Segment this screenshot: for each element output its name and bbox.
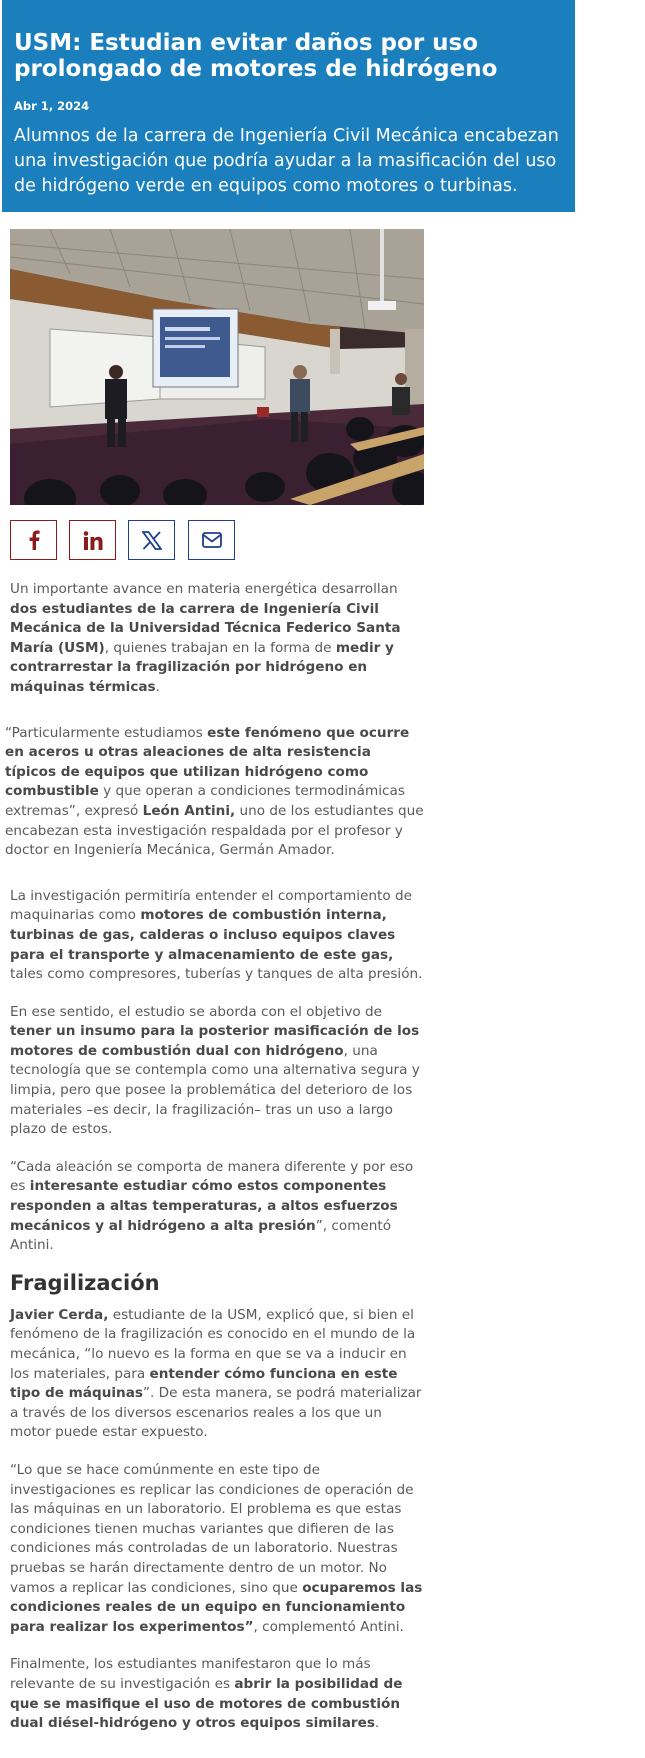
text-span: Finalmente, los estudiantes manifestaron que lo más relevante de su investigación es <box>10 1656 371 1692</box>
bold-span: ocuparemos las condiciones reales de un equipo en funcionamiento para realizar los experimentos” <box>10 1579 423 1635</box>
paragraph-cerda <box>10 1306 425 1443</box>
text-span: ”, comentó Antini. <box>10 1217 392 1254</box>
text-span: , complementó Antini. <box>253 1618 404 1635</box>
author-name: Javier Cerda, <box>10 1306 109 1323</box>
text-span: La investigación permitiría entender el comportamiento de maquinarias como <box>10 887 412 924</box>
bold-span: este fenómeno que ocurre en aceros u otras aleaciones de alta resistencia típicos de equipos que utilizan hidrógeno como combustible <box>5 724 410 800</box>
section-heading: Fragilización <box>10 1270 160 1295</box>
publish-date: Abr 1, 2024 <box>14 99 90 113</box>
author-name: León Antini, <box>142 802 236 819</box>
x-icon <box>142 531 162 550</box>
bold-span: dos estudiantes de la carrera de Ingeniería Civil Mecánica de la Universidad Técnica Federico Santa María (USM) <box>10 600 401 656</box>
paragraph-conclusion <box>10 1655 425 1733</box>
paragraph-quote-antini <box>5 724 425 861</box>
bold-span: motores de combustión interna, turbinas de gas, calderas o incluso equipos claves para el transporte y almacenamiento de este gas, <box>10 907 396 963</box>
article-photo <box>10 229 424 505</box>
article-header <box>2 0 575 212</box>
text-span: ”. De esta manera, se podrá materializar a través de los diversos escenarios reales a los que un motor puede estar expuesto. <box>10 1385 422 1441</box>
bold-span: tener un insumo para la posterior masificación de los motores de combustión dual con hidrógeno <box>10 1023 420 1059</box>
article-title: USM: Estudian evitar daños por uso prolongado de motores de hidrógeno <box>14 30 498 82</box>
text-span: , una tecnología que se contempla como una alternativa segura y limpia, pero que posee la problemática del deterioro de los materiales –es decir, la fragilización– tras un uso a largo plazo de estos. <box>10 1042 420 1138</box>
paragraph-quote-lab <box>10 1461 425 1637</box>
text-span: . <box>374 1715 380 1732</box>
paragraph-intro <box>10 580 425 698</box>
bold-span: interesante estudiar cómo estos componentes responden a altas temperaturas, a altos esfuerzos mecánicos y al hidrógeno a alta presión <box>10 1178 398 1234</box>
bold-span: medir y contrarrestar la fragilización por hidrógeno en máquinas térmicas <box>10 639 394 695</box>
article-subtitle: Alumnos de la carrera de Ingeniería Civil Mecánica encabezan una investigación que podría ayudar a la masificación del uso de hidrógeno verde en equipos como motores o turbinas. <box>14 126 559 196</box>
text-span: estudiante de la USM, explicó que, si bien el fenómeno de la fragilización es conocido en el mundo de la mecánica, “lo nuevo es la forma en que se va a inducir en los materiales, para <box>10 1306 416 1382</box>
share-linkedin-button[interactable] <box>69 520 116 560</box>
paragraph-quote-alloys <box>10 1158 425 1256</box>
bold-span: abrir la posibilidad de que se masifique el uso de motores de combustión dual diésel-hidrógeno y otros equipos similares <box>10 1675 403 1732</box>
email-icon <box>202 532 222 548</box>
text-span: “Lo que se hace comúnmente en este tipo de investigaciones es replicar las condiciones de operación de las máquinas en un laboratorio. El problema es que estas condiciones tienen muchas variantes que difieren de las condiciones más controladas de un laboratorio. Nuestras pruebas se harán directamente dentro de un motor. No vamos a replicar las condiciones, sino que <box>10 1461 414 1596</box>
share-facebook-button[interactable] <box>10 520 57 560</box>
text-span: y que operan a condiciones termodinámicas extremas”, expresó <box>5 783 405 819</box>
article-body <box>5 580 425 1752</box>
share-email-button[interactable] <box>188 520 235 560</box>
facebook-icon <box>27 530 41 550</box>
paragraph-objective <box>10 1003 425 1140</box>
text-span: Un importante avance en materia energética desarrollan <box>10 581 398 597</box>
share-x-button[interactable] <box>128 520 175 560</box>
paragraph-machinery <box>10 887 425 985</box>
text-span: . <box>155 678 160 695</box>
text-span: , quienes trabajan en la forma de <box>104 639 336 656</box>
text-span: “Particularmente estudiamos <box>5 724 208 741</box>
text-span: “Cada aleación se comporta de manera diferente y por eso es <box>10 1158 414 1195</box>
linkedin-icon <box>83 531 103 550</box>
text-span: tales como compresores, tuberías y tanques de alta presión. <box>10 966 423 983</box>
text-span: uno de los estudiantes que encabezan esta investigación respaldada por el profesor y doctor en Ingeniería Mecánica, Germán Amador. <box>5 802 424 859</box>
bold-span: entender cómo funciona en este tipo de máquinas <box>10 1365 398 1402</box>
text-span: En ese sentido, el estudio se aborda con el objetivo de <box>10 1003 383 1020</box>
